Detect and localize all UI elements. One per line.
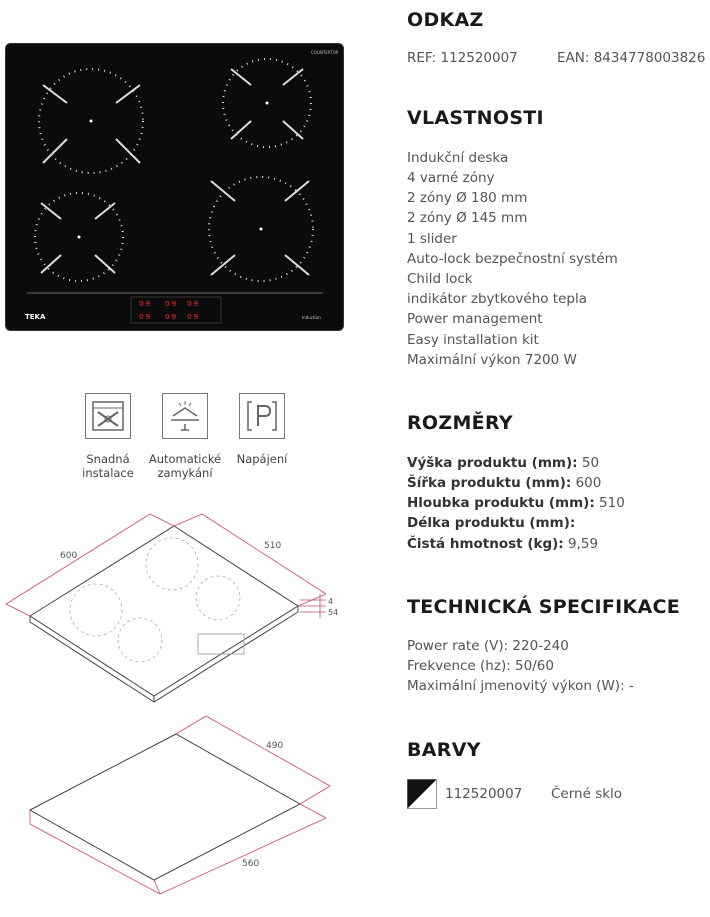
property-item: 2 zóny Ø 145 mm [407, 210, 528, 226]
property-item: Auto-lock bezpečnostní systém [407, 251, 618, 267]
properties-title: VLASTNOSTI [407, 107, 544, 129]
color-swatch[interactable] [407, 779, 437, 809]
svg-text:0 9: 0 9 [139, 313, 151, 321]
color-code: 112520007 [445, 786, 523, 802]
property-item: 2 zóny Ø 180 mm [407, 190, 528, 206]
property-item: indikátor zbytkového tepla [407, 291, 588, 307]
property-item: Child lock [407, 271, 473, 287]
svg-text:0 9: 0 9 [139, 300, 151, 308]
feature-label-installation: Snadná instalace [82, 452, 134, 480]
auto-lock-icon [162, 393, 208, 439]
induction-label: Induction [302, 315, 321, 320]
dimensions-title: ROZMĚRY [407, 412, 513, 434]
property-item: 1 slider [407, 231, 457, 247]
dimension-row: Výška produktu (mm): 50 [407, 455, 600, 471]
dimension-row: Hloubka produktu (mm): 510 [407, 495, 625, 511]
technical-item: Maximální jmenovitý výkon (W): - [407, 678, 634, 694]
technical-item: Frekvence (hz): 50/60 [407, 658, 554, 674]
property-item: Maximální výkon 7200 W [407, 352, 577, 368]
dimension-depth-label: 510 [264, 541, 282, 551]
feature-label-auto-lock: Automatické zamykání [148, 452, 222, 480]
svg-text:0 9: 0 9 [165, 313, 177, 321]
dimension-diagram-bottom [0, 712, 360, 912]
technical-item: Power rate (V): 220-240 [407, 638, 569, 654]
feature-label-power: Napájení [236, 452, 288, 466]
cutout-depth-label: 490 [266, 741, 284, 751]
property-item: Indukční deska [407, 150, 509, 166]
technical-title: TECHNICKÁ SPECIFIKACE [407, 596, 681, 618]
reference-title: ODKAZ [407, 9, 484, 31]
svg-text:0 9: 0 9 [187, 300, 199, 308]
hob-product-image [5, 43, 345, 333]
property-item: Power management [407, 311, 543, 327]
dimension-width-label: 600 [60, 551, 78, 561]
colors-title: BARVY [407, 739, 481, 761]
reference-ref: REF: 112520007 [407, 50, 518, 66]
cutout-width-label: 560 [242, 859, 260, 869]
dimension-row: Čistá hmotnost (kg): 9,59 [407, 536, 599, 552]
property-item: Easy installation kit [407, 332, 539, 348]
property-item: 4 varné zóny [407, 170, 495, 186]
power-icon [239, 393, 285, 439]
corner-brand: COUNTERTOP [311, 50, 339, 55]
brand-logo: TEKA [25, 313, 46, 321]
dimension-diagram-top [0, 508, 360, 708]
dimension-row: Šířka produktu (mm): 600 [407, 475, 602, 491]
svg-text:0 9: 0 9 [165, 300, 177, 308]
installation-icon [85, 393, 131, 439]
dimension-thickness-label: 4 [328, 597, 334, 606]
reference-ean: EAN: 8434778003826 [557, 50, 706, 66]
dimension-row: Délka produktu (mm): [407, 515, 576, 531]
dimension-height-label: 54 [328, 608, 339, 617]
color-name: Černé sklo [551, 786, 623, 802]
svg-text:0 9: 0 9 [187, 313, 199, 321]
